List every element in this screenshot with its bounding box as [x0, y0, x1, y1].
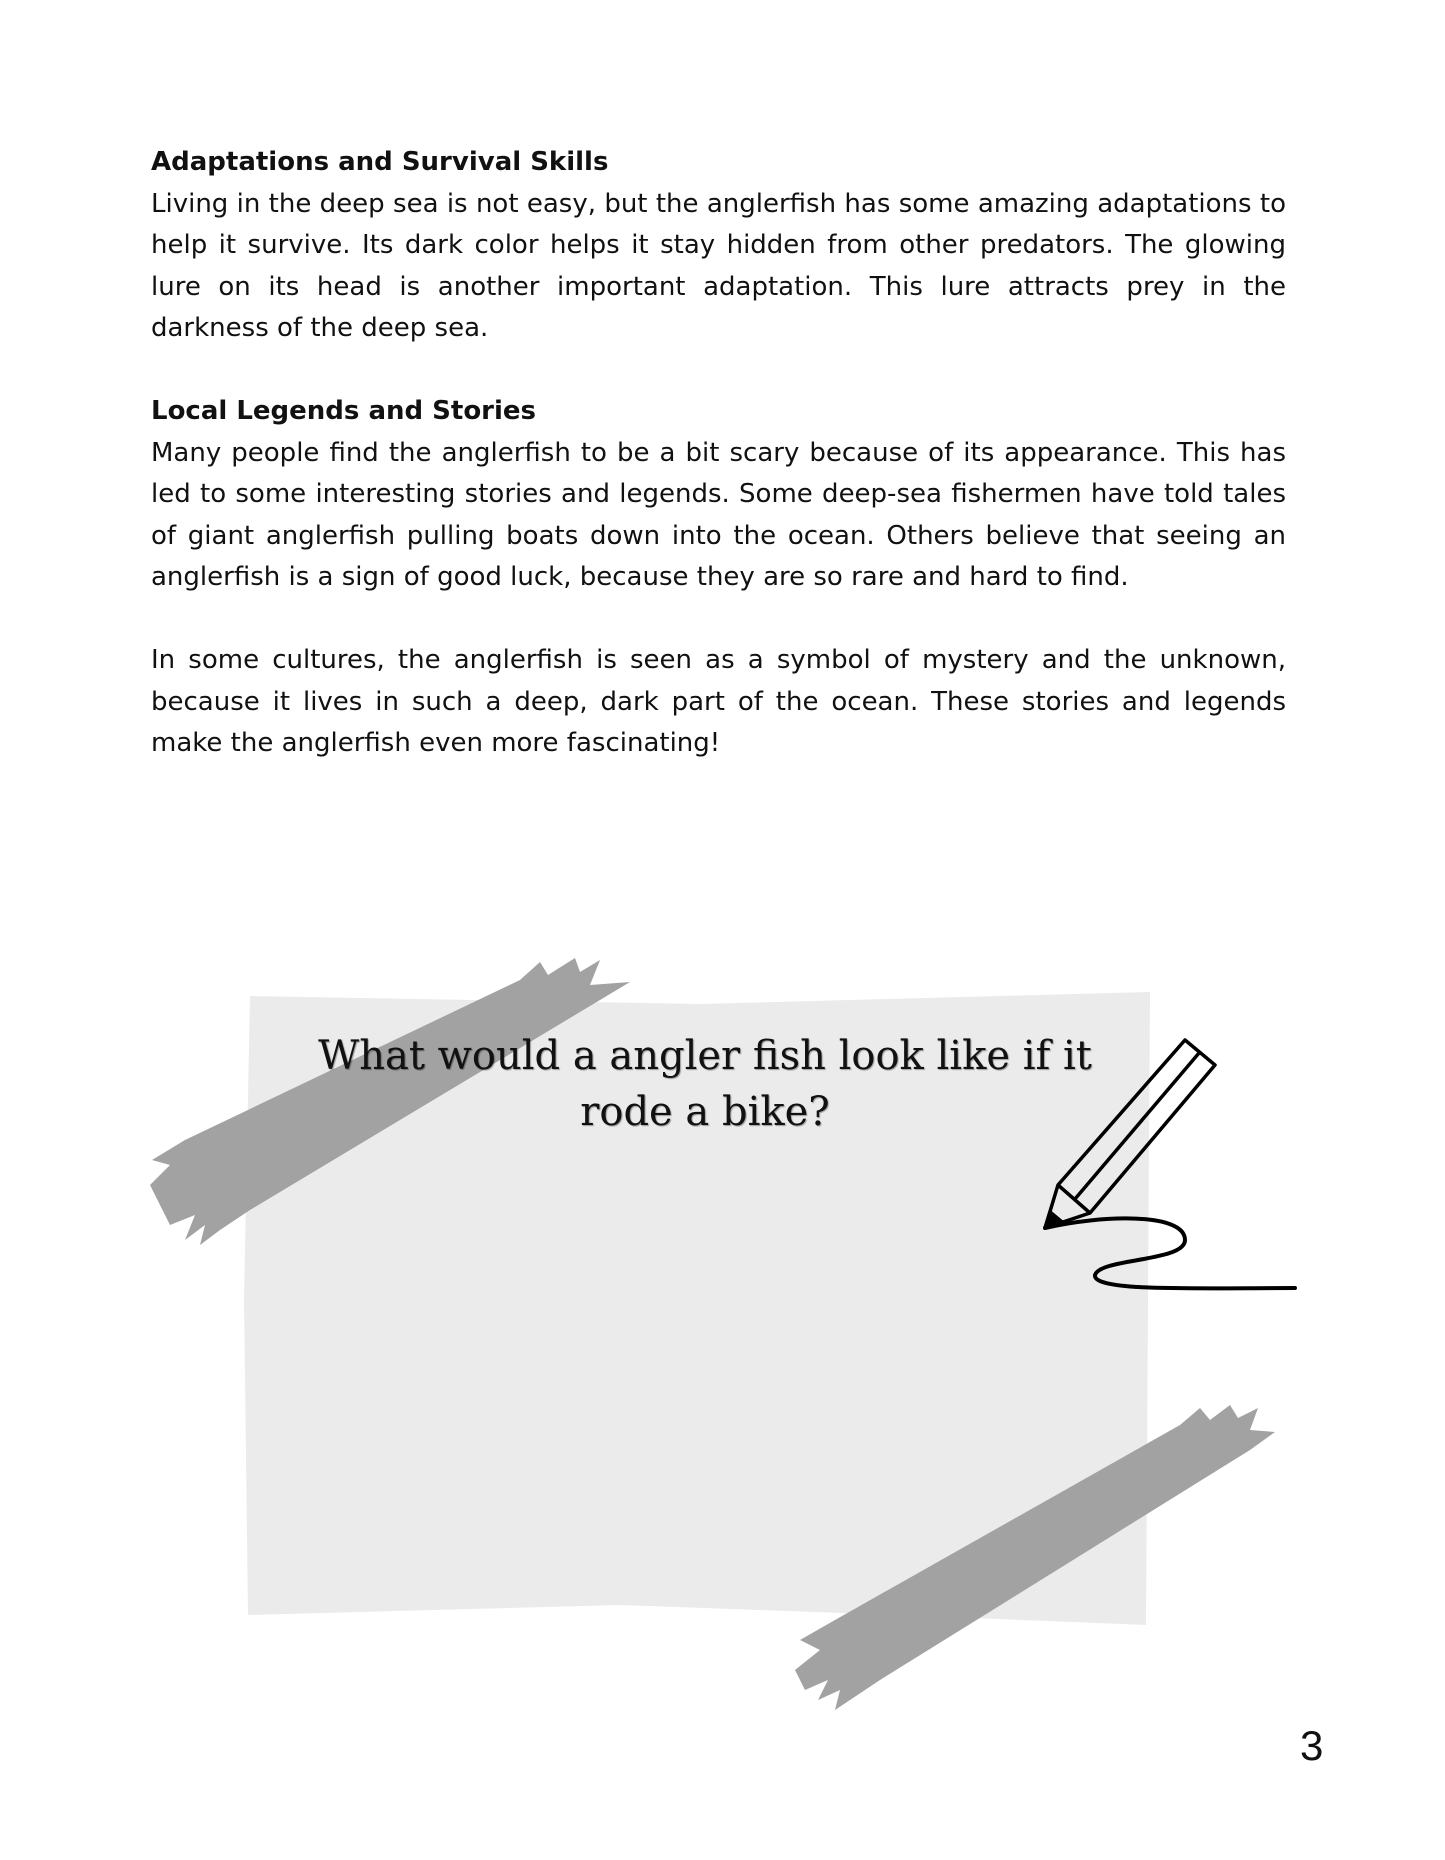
- paragraph-adaptations: Living in the deep sea is not easy, but the anglerfish has some amazing adaptations to help it survive. Its dark color helps it stay hidden from other predators. The glowing lure on its head is another important adaptation. This lure attracts prey in the darkness of the deep sea.: [151, 188, 1286, 343]
- paragraph-legends-1: Many people find the anglerfish to be a bit scary because of its appearance. This has led to some interesting stories and legends. Some deep-sea fishermen have told tales of giant anglerfish pulling boats down into the ocean. Others believe that seeing an anglerfish is a sign of good luck, because they are so rare and hard to find.: [151, 437, 1286, 592]
- section-heading-legends: Local Legends and Stories: [151, 396, 537, 426]
- paragraph-legends-2: In some cultures, the anglerfish is seen as a symbol of mystery and the unknown, because it lives in such a deep, dark part of the ocean. These stories and legends make the anglerfish even more fascinating!: [151, 645, 1286, 758]
- section-heading-adaptations: Adaptations and Survival Skills: [151, 147, 609, 177]
- page-number: 3: [1300, 1722, 1324, 1769]
- activity-prompt: What would a angler fish look like if it rode a bike?: [318, 1033, 1092, 1135]
